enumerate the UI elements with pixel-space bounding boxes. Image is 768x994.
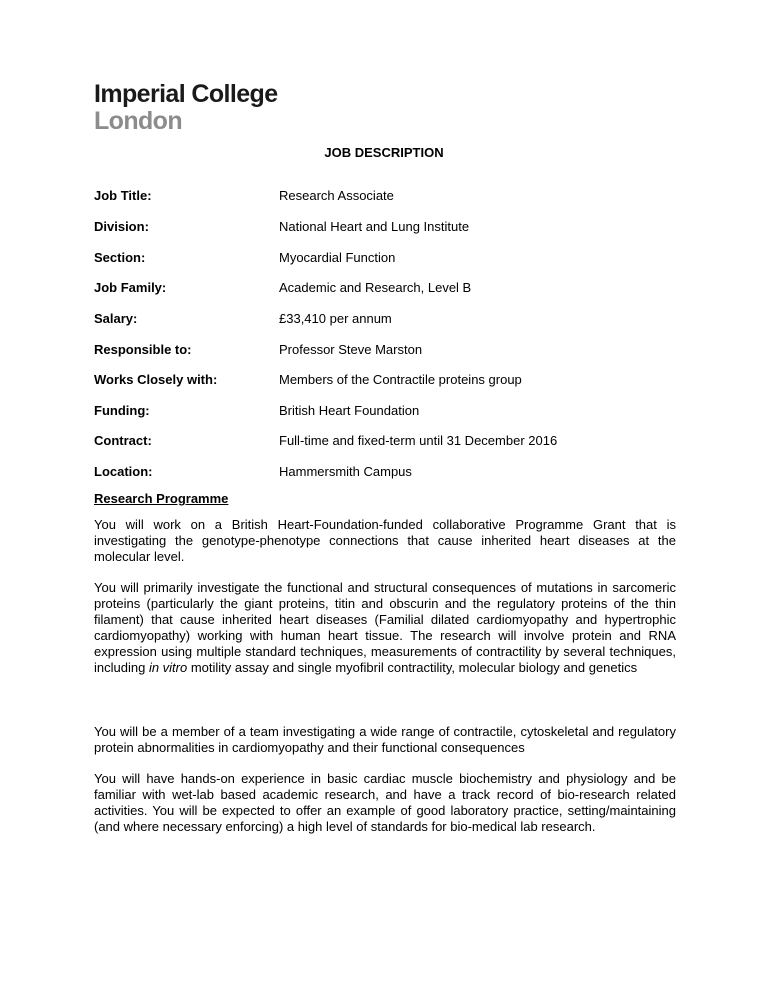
paragraph-2-text-b: motility assay and single myofibril contractility, molecular biology and genetics (187, 660, 638, 675)
field-value: Research Associate (279, 188, 394, 203)
field-value: Professor Steve Marston (279, 342, 423, 357)
field-location (94, 464, 694, 482)
field-label: Division: (94, 219, 149, 234)
document-title: JOB DESCRIPTION (324, 145, 444, 160)
section-heading: Research Programme (94, 491, 229, 506)
logo-text-line1: Imperial College (94, 80, 278, 108)
field-label: Job Title: (94, 188, 152, 203)
field-funding (94, 403, 694, 421)
field-job-title (94, 188, 694, 206)
field-label: Works Closely with: (94, 372, 218, 387)
field-value: Academic and Research, Level B (279, 280, 472, 295)
field-label: Location: (94, 464, 153, 479)
field-value: National Heart and Lung Institute (279, 219, 470, 234)
paragraph-2-italic: in vitro (148, 660, 188, 675)
imperial-college-logo (94, 82, 278, 134)
field-label: Contract: (94, 433, 152, 448)
paragraph-2 (94, 580, 676, 676)
field-responsible-to (94, 342, 694, 360)
field-value: Members of the Contractile proteins group (279, 372, 522, 387)
paragraph-1: You will work on a British Heart-Foundation-funded collaborative Programme Grant that is investigating the genotype-phenotype connections that cause inherited heart diseases at the molecular level. (94, 517, 676, 564)
field-value: Myocardial Function (279, 250, 396, 265)
field-division (94, 219, 694, 237)
field-value: Full-time and fixed-term until 31 December 2016 (279, 433, 558, 448)
field-label: Salary: (94, 311, 138, 326)
field-value: British Heart Foundation (279, 403, 420, 418)
field-section (94, 250, 694, 268)
field-job-family (94, 280, 694, 298)
field-contract (94, 433, 694, 451)
field-label: Job Family: (94, 280, 167, 295)
field-salary (94, 311, 694, 329)
paragraph-4: You will have hands-on experience in basic cardiac muscle biochemistry and physiology and be familiar with wet-lab based academic research, and have a track record of bio-research related activities. You will be expected to offer an example of good laboratory practice, setting/maintaining (and where necessary enforcing) a high level of standards for bio-medical lab research. (94, 771, 676, 834)
field-value: Hammersmith Campus (279, 464, 412, 479)
field-label: Section: (94, 250, 146, 265)
field-label: Funding: (94, 403, 150, 418)
field-label: Responsible to: (94, 342, 192, 357)
field-value: £33,410 per annum (279, 311, 392, 326)
paragraph-2-text-a: You will primarily investigate the functional and structural consequences of mutations in sarcomeric proteins (particularly the giant proteins, titin and obscurin and the regulatory proteins of the thin filament) that cause inherited heart diseases (Familial dilated cardiomyopathy and hypertrophic cardiomyopathy) working with human heart tissue. The research will involve protein and RNA expression using multiple standard techniques, measurements of contractility by several techniques, including (94, 580, 676, 675)
field-works-closely-with (94, 372, 694, 390)
logo-text-line2: London (94, 107, 183, 135)
paragraph-3: You will be a member of a team investigating a wide range of contractile, cytoskeletal and regulatory protein abnormalities in cardiomyopathy and their functional consequences (94, 724, 676, 755)
